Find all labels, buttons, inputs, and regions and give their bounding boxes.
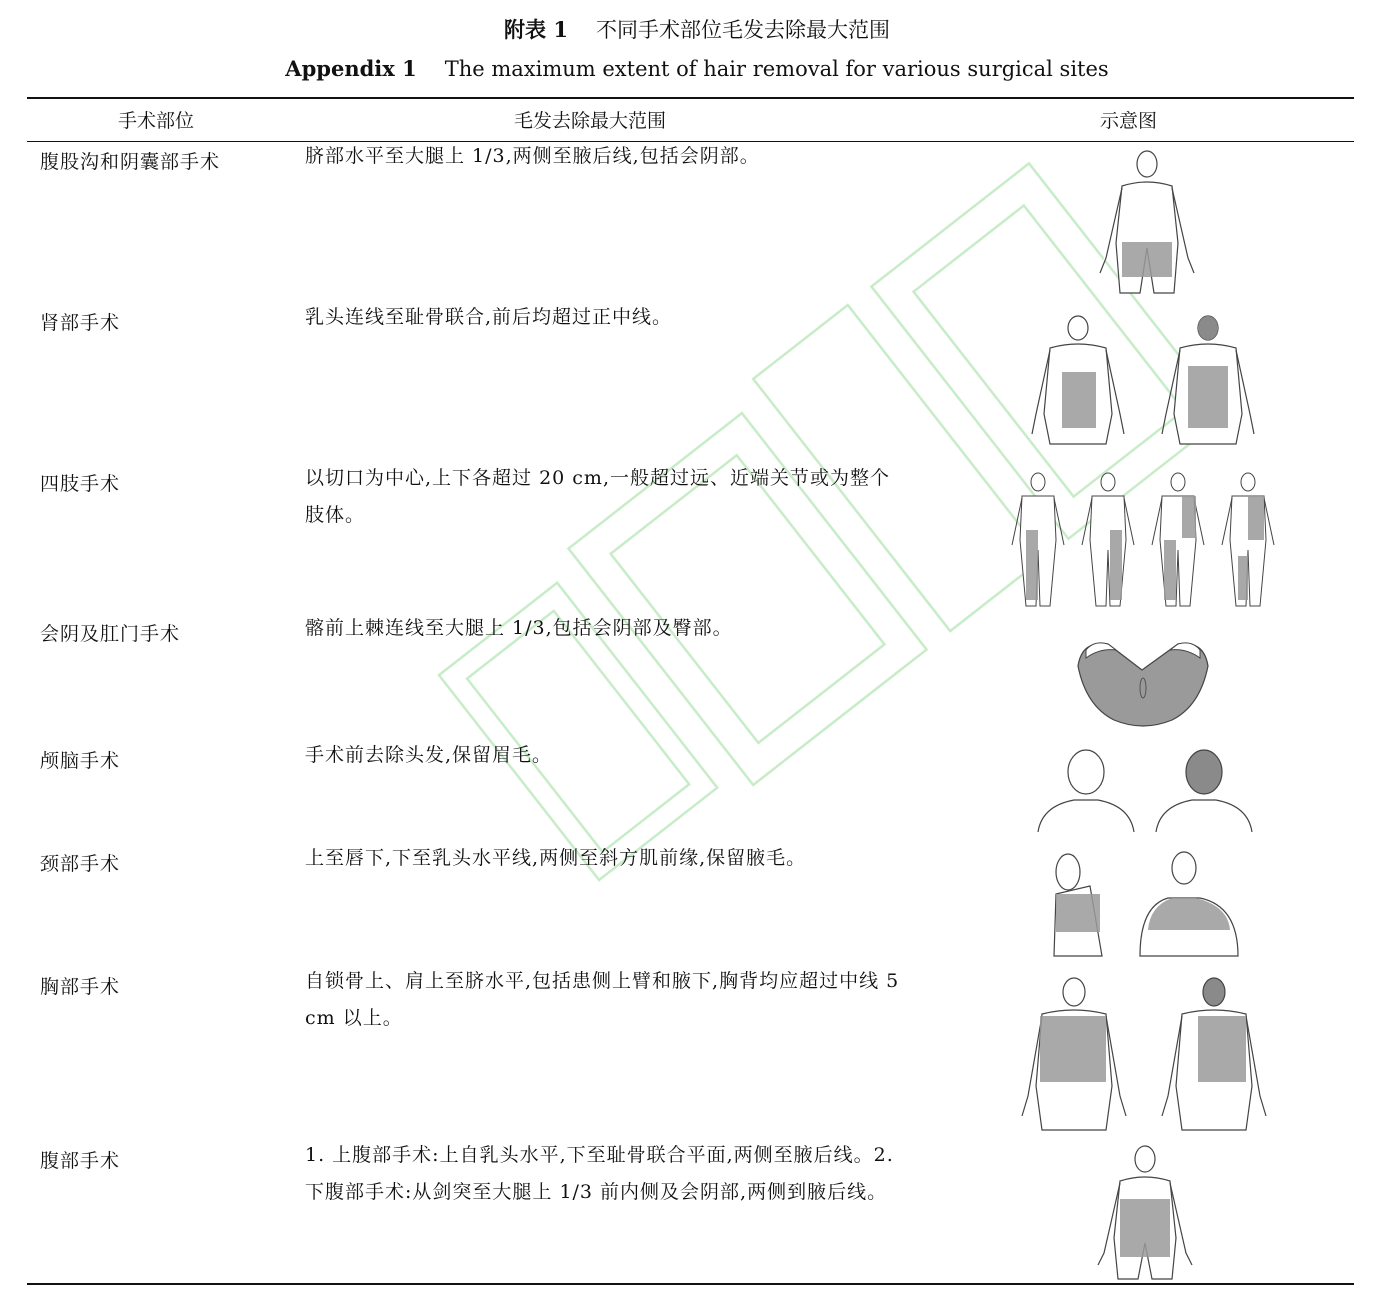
- header-range: 毛发去除最大范围: [514, 110, 667, 132]
- row-range: 乳头连线至耻骨联合,前后均超过正中线。: [305, 306, 673, 328]
- row-site: 颈部手术: [40, 853, 121, 875]
- figure-kidney: [1028, 314, 1260, 446]
- figure-limbs: [998, 470, 1288, 610]
- row-site: 肾部手术: [40, 312, 121, 334]
- figure-perineum: [1072, 636, 1214, 728]
- top-rule: [27, 97, 1354, 99]
- row-range: 髂前上棘连线至大腿上 1/3,包括会阴部及臀部。: [305, 617, 733, 639]
- header-site: 手术部位: [118, 110, 195, 132]
- row-site: 腹部手术: [40, 1150, 121, 1172]
- row-range: 脐部水平至大腿上 1/3,两侧至腋后线,包括会阴部。: [305, 145, 760, 167]
- row-site: 会阴及肛门手术: [40, 623, 181, 645]
- figure-groin: [1092, 148, 1202, 298]
- row-range: 自锁骨上、肩上至脐水平,包括患侧上臂和腋下,胸背均应超过中线 5 cm 以上。: [305, 970, 900, 1029]
- figure-neck: [1050, 850, 1242, 958]
- row-site: 胸部手术: [40, 976, 121, 998]
- row-site: 四肢手术: [40, 473, 121, 495]
- caption-cn: 附表 1 不同手术部位毛发去除最大范围: [504, 17, 890, 42]
- figure-chest: [1018, 976, 1274, 1132]
- row-range: 上至唇下,下至乳头水平线,两侧至斜方肌前缘,保留腋毛。: [305, 847, 807, 869]
- bottom-rule: [27, 1283, 1354, 1285]
- header-figure: 示意图: [1100, 110, 1158, 132]
- row-site: 颅脑手术: [40, 750, 121, 772]
- row-range: 手术前去除头发,保留眉毛。: [305, 744, 553, 766]
- figure-cranial: [1034, 746, 1256, 834]
- caption-en: Appendix 1 The maximum extent of hair removal for various surgical sites: [285, 56, 1109, 81]
- figure-abdomen: [1090, 1143, 1200, 1281]
- row-range: 1. 上腹部手术:上自乳头水平,下至耻骨联合平面,两侧至腋后线。2. 下腹部手术:从剑突至大腿上 1/3 前内侧及会阴部,两侧到腋后线。: [305, 1144, 894, 1203]
- row-range: 以切口为中心,上下各超过 20 cm,一般超过远、近端关节或为整个肢体。: [305, 467, 890, 526]
- row-site: 腹股沟和阴囊部手术: [40, 151, 221, 173]
